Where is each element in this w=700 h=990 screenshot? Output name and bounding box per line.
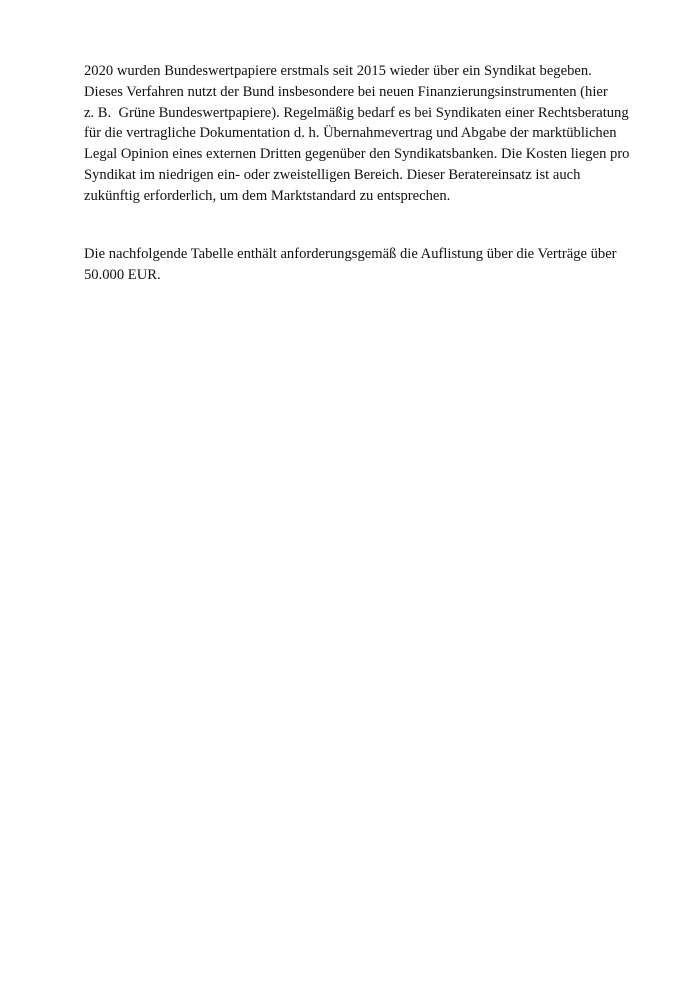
paragraph-line: Syndikat im niedrigen ein- oder zweistelligen Bereich. Dieser Beratereinsatz ist auch <box>84 166 581 183</box>
paragraph-line: 2020 wurden Bundeswertpapiere erstmals seit 2015 wieder über ein Syndikat begeben. <box>84 63 592 79</box>
paragraph-line: zukünftig erforderlich, um dem Marktstandard zu entsprechen. <box>84 187 451 204</box>
paragraph-line: z. B. Grüne Bundeswertpapiere). Regelmäßig bedarf es bei Syndikaten einer Rechtsberatung <box>84 104 629 121</box>
paragraph-syndikat <box>84 61 630 207</box>
paragraph-line: Dieses Verfahren nutzt der Bund insbesondere bei neuen Finanzierungsinstrumenten (hier <box>84 83 608 100</box>
paragraph-tabelle <box>84 244 624 286</box>
paragraph-line: 50.000 EUR. <box>84 266 161 283</box>
paragraph-line: für die vertragliche Dokumentation d. h. Übernahmevertrag und Abgabe der marktüblichen <box>84 125 617 142</box>
paragraph-line: Legal Opinion eines externen Dritten gegenüber den Syndikatsbanken. Die Kosten liegen pro <box>84 146 630 163</box>
paragraph-line: Die nachfolgende Tabelle enthält anforderungsgemäß die Auflistung über die Verträge über <box>84 246 617 262</box>
